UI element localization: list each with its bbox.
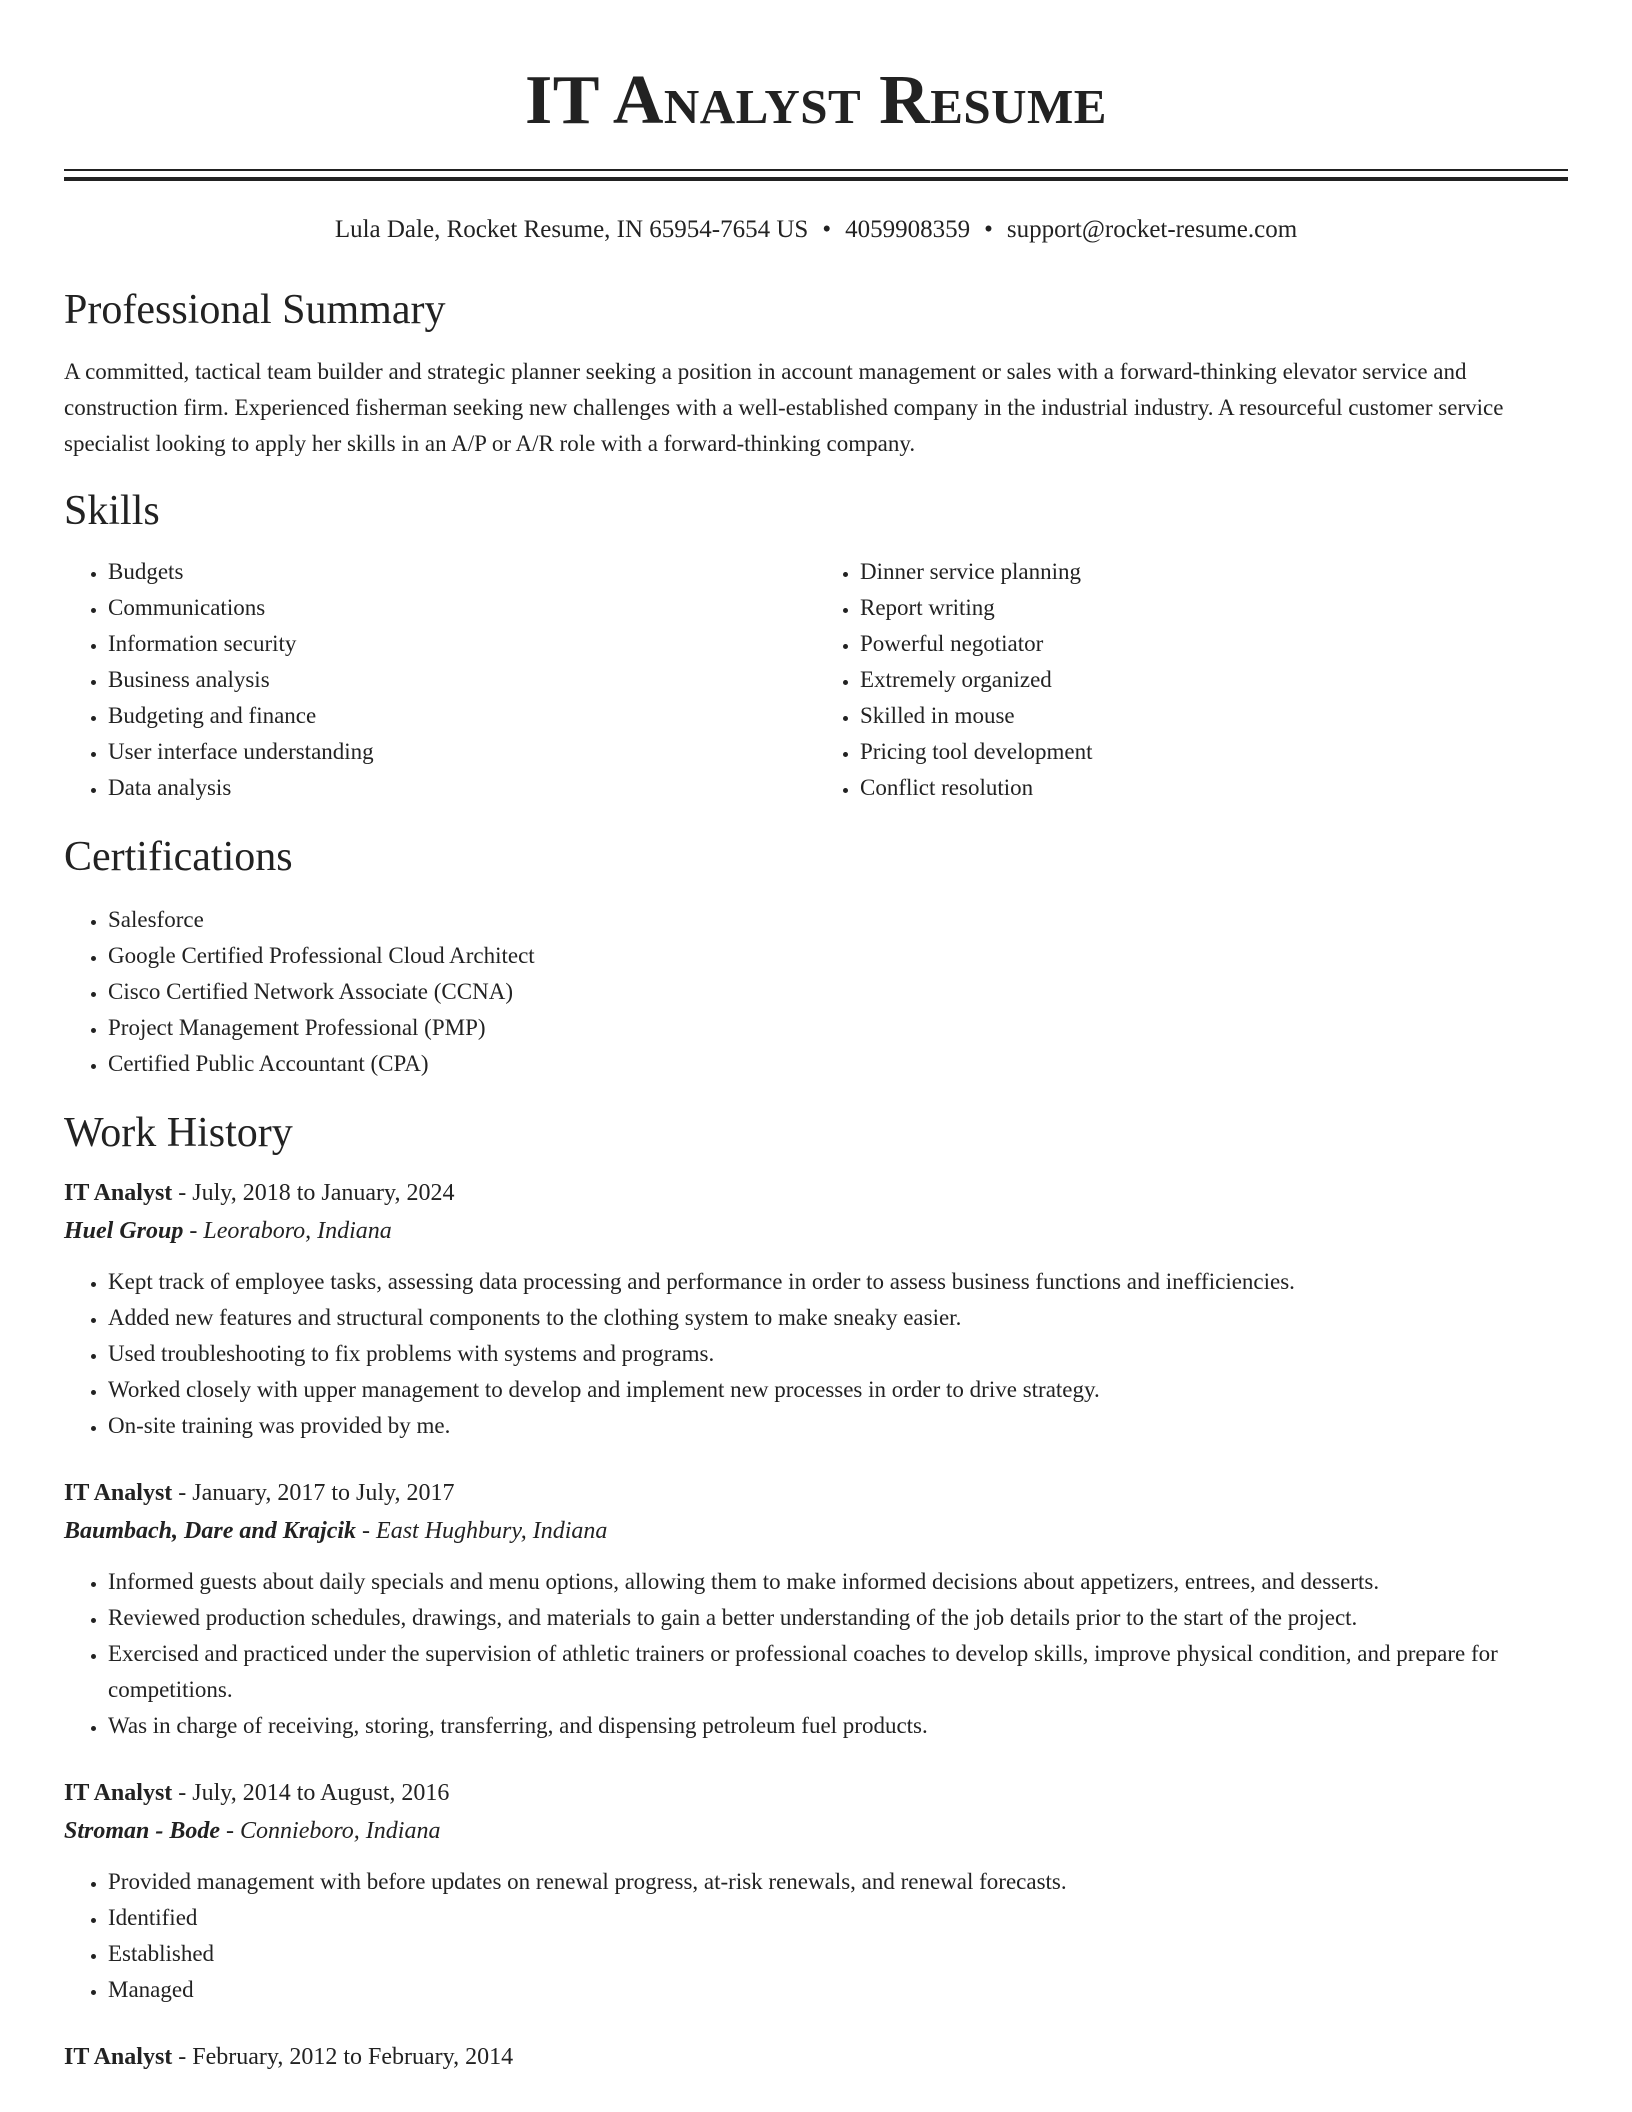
job-bullet: • Provided management with before updates on renewal progress, at-risk renewals, and renewal forecasts. [108,1864,1568,1900]
job-bullet: • Managed [108,1972,1568,2008]
contact-email: support@rocket-resume.com [1006,216,1298,243]
skill-item: • Skilled in mouse [860,698,1568,734]
job-bullet: • Was in charge of receiving, storing, transferring, and dispensing petroleum fuel products. [108,1708,1568,1744]
skill-item: • Powerful negotiator [860,626,1568,662]
skills-heading: Skills [64,488,160,534]
certification-item: • Google Certified Professional Cloud Architect [108,938,1568,974]
job-separator: - [356,1518,377,1544]
contact-address: Lula Dale, Rocket Resume, IN 65954-7654 US [334,216,809,243]
job-company: Stroman - Bode [64,1818,221,1844]
job-company-line [64,1512,1568,1550]
skill-item: • Pricing tool development [860,734,1568,770]
job-separator: - [220,1818,241,1844]
skill-item: • Report writing [860,590,1568,626]
job-title-line [64,2038,1568,2076]
job-entry [64,1474,1568,1744]
job-company-line [64,1212,1568,1250]
job-entry [64,2038,1568,2076]
job-bullet: • Kept track of employee tasks, assessing data processing and performance in order to assess business functions and inefficiencies. [108,1264,1568,1300]
job-separator: - [172,1180,193,1206]
job-location: East Hughbury, Indiana [376,1518,608,1544]
skill-item: • Conflict resolution [860,770,1568,806]
job-role: IT Analyst [64,1480,173,1506]
work-history-list [64,1174,1568,2076]
job-separator: - [172,1780,193,1806]
title-divider-thick [64,177,1568,181]
skill-item: • Communications [108,590,816,626]
job-separator: - [172,1480,193,1506]
work-history-heading: Work History [64,1110,293,1156]
summary-text: A committed, tactical team builder and strategic planner seeking a position in account management or sales with a forward-thinking elevator service and construction firm. Experienced fisherman seeking new challenges with a well-established company in the industrial industry. A resourceful customer service specialist looking to apply her skills in an A/P or A/R role with a forward-thinking company. [64,359,1504,456]
skill-item: • Budgeting and finance [108,698,816,734]
summary-heading: Professional Summary [64,287,446,333]
skills-list-right [816,554,1568,806]
skills-list-left [64,554,816,806]
contact-separator: • [822,216,832,243]
job-role: IT Analyst [64,1780,173,1806]
job-bullet-list [64,1564,1568,1744]
resume-title: IT Analyst Resume [525,62,1107,139]
job-bullet: • Worked closely with upper management to develop and implement new processes in order to drive strategy. [108,1372,1568,1408]
job-bullet: • Established [108,1936,1568,1972]
resume-page [64,0,1568,2076]
job-separator: - [172,2044,193,2070]
job-dates: July, 2014 to August, 2016 [192,1780,450,1806]
certification-item: • Cisco Certified Network Associate (CCNA) [108,974,1568,1010]
job-bullet-list [64,1264,1568,1444]
job-entry [64,1774,1568,2008]
contact-phone: 4059908359 [845,216,971,243]
skill-item: • Business analysis [108,662,816,698]
certification-item: • Project Management Professional (PMP) [108,1010,1568,1046]
job-dates: July, 2018 to January, 2024 [192,1180,455,1206]
job-dates: January, 2017 to July, 2017 [192,1480,455,1506]
job-title-line [64,1174,1568,1212]
job-location: Connieboro, Indiana [240,1818,441,1844]
job-entry [64,1174,1568,1444]
contact-line [64,217,1568,242]
job-bullet: • Reviewed production schedules, drawings, and materials to gain a better understanding of the job details prior to the start of the project. [108,1600,1568,1636]
job-title-line [64,1474,1568,1512]
skill-item: • Extremely organized [860,662,1568,698]
job-company-line [64,1812,1568,1850]
job-title-line [64,1774,1568,1812]
job-role: IT Analyst [64,2044,173,2070]
job-company: Huel Group [64,1218,184,1244]
certification-item: • Certified Public Accountant (CPA) [108,1046,1568,1082]
job-bullet: • Informed guests about daily specials and menu options, allowing them to make informed decisions about appetizers, entrees, and desserts. [108,1564,1568,1600]
job-bullet: • Exercised and practiced under the supervision of athletic trainers or professional coaches to develop skills, improve physical condition, and prepare for competitions. [108,1636,1568,1708]
job-bullet: • Added new features and structural components to the clothing system to make sneaky easier. [108,1300,1568,1336]
job-bullet: • Used troubleshooting to fix problems with systems and programs. [108,1336,1568,1372]
job-bullet-list [64,1864,1568,2008]
certification-item: • Salesforce [108,902,1568,938]
skill-item: • User interface understanding [108,734,816,770]
skills-columns [64,554,1568,806]
job-company: Baumbach, Dare and Krajcik [64,1518,357,1544]
job-bullet: • On-site training was provided by me. [108,1408,1568,1444]
skill-item: • Dinner service planning [860,554,1568,590]
job-role: IT Analyst [64,1180,173,1206]
job-location: Leoraboro, Indiana [203,1218,392,1244]
skill-item: • Information security [108,626,816,662]
certifications-heading: Certifications [64,834,293,880]
job-bullet: • Identified [108,1900,1568,1936]
contact-separator: • [984,216,993,243]
certifications-list [64,902,1568,1082]
job-separator: - [183,1218,204,1244]
skill-item: • Data analysis [108,770,816,806]
skill-item: • Budgets [108,554,816,590]
job-dates: February, 2012 to February, 2014 [192,2044,514,2070]
title-divider-thin [64,169,1568,171]
